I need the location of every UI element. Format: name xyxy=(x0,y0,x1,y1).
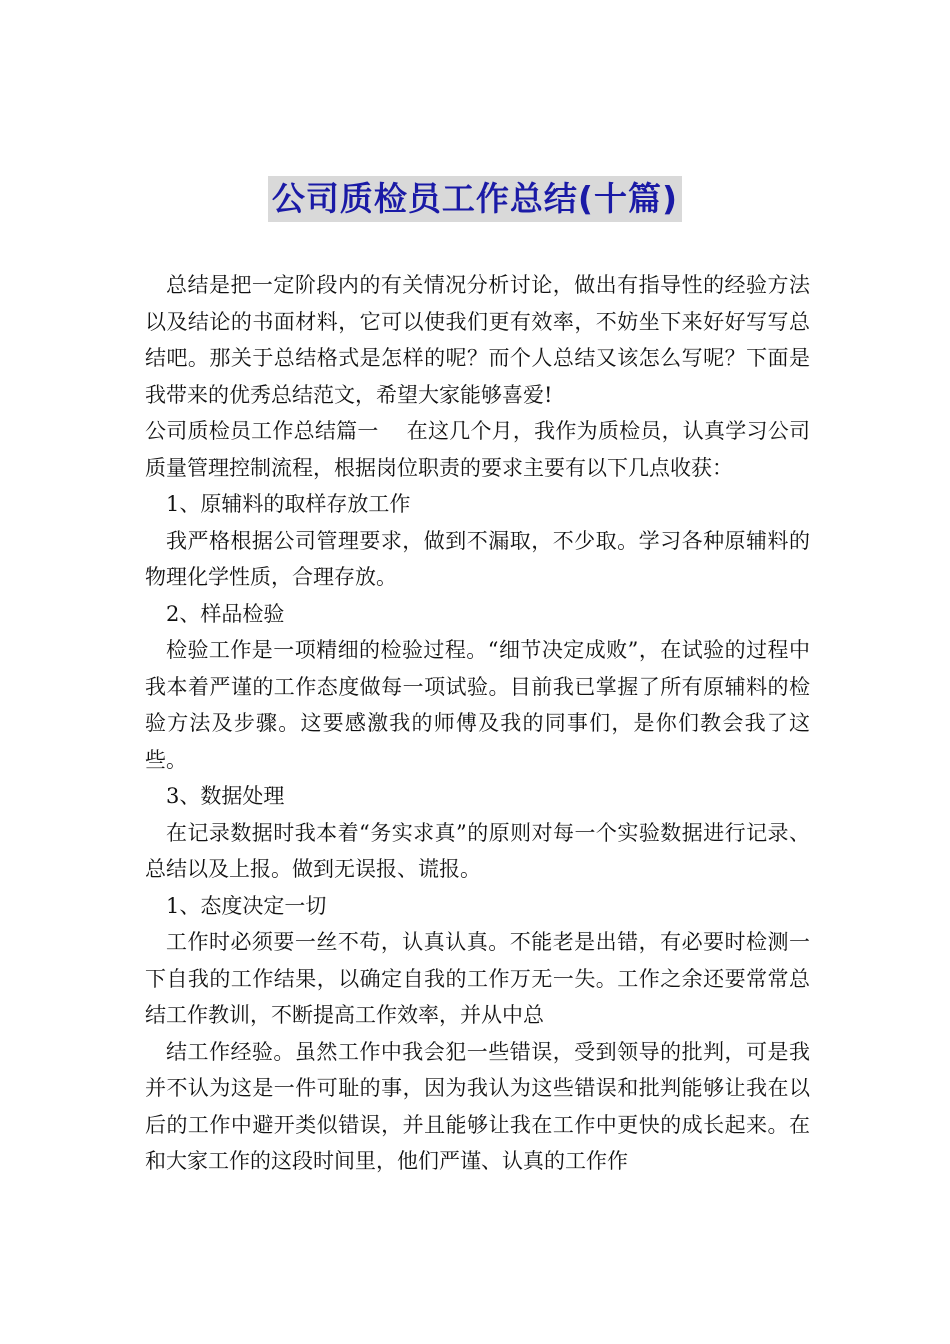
item2-heading: 2、样品检验 xyxy=(166,601,285,626)
intro-paragraph: 总结是把一定阶段内的有关情况分析讨论，做出有指导性的经验方法以及结论的书面材料，它可以使我们更有效率，不妨坐下来好好写写总结吧。那关于总结格式是怎样的呢？而个人总结又该怎么写呢？下面是我带来的优秀总结范文，希望大家能够喜爱! xyxy=(145,273,810,407)
item3-paragraph: 在记录数据时我本着“务实求真”的原则对每一个实验数据进行记录、总结以及上报。做到无误报、谎报。 xyxy=(145,820,810,881)
item2-paragraph: 检验工作是一项精细的检验过程。“细节决定成败”，在试验的过程中我本着严谨的工作态度做每一项试验。目前我已掌握了所有原辅料的检验方法及步骤。这要感激我的师傅及我的同事们，是你们教会我了这些。 xyxy=(145,638,810,772)
section1-lead-paragraph: 公司质检员工作总结篇一 在这几个月，我作为质检员，认真学习公司质量管理控制流程，根据岗位职责的要求主要有以下几点收获： xyxy=(145,419,810,480)
document-title: 公司质检员工作总结(十篇) xyxy=(268,176,682,222)
item1-heading: 1、原辅料的取样存放工作 xyxy=(166,492,411,516)
item4-paragraph: 工作时必须要一丝不苟，认真认真。不能老是出错，有必要时检测一下自我的工作结果，以确定自我的工作万无一失。工作之余还要常常总结工作教训，不断提高工作效率，并从中总 xyxy=(145,930,810,1027)
item3-heading: 3、数据处理 xyxy=(166,784,285,808)
item1-paragraph: 我严格根据公司管理要求，做到不漏取，不少取。学习各种原辅料的物理化学性质，合理存放。 xyxy=(145,528,810,589)
item4-continued-paragraph: 结工作经验。虽然工作中我会犯一些错误，受到领导的批判，可是我并不认为这是一件可耻的事，因为我认为这些错误和批判能够让我在以后的工作中避开类似错误，并且能够让我在工作中更快的成长起来。在和大家工作的这段时间里，他们严谨、认真的工作作 xyxy=(145,1039,810,1173)
item4-heading: 1、态度决定一切 xyxy=(166,893,327,918)
title-container xyxy=(0,176,950,222)
document-body xyxy=(145,267,810,1180)
